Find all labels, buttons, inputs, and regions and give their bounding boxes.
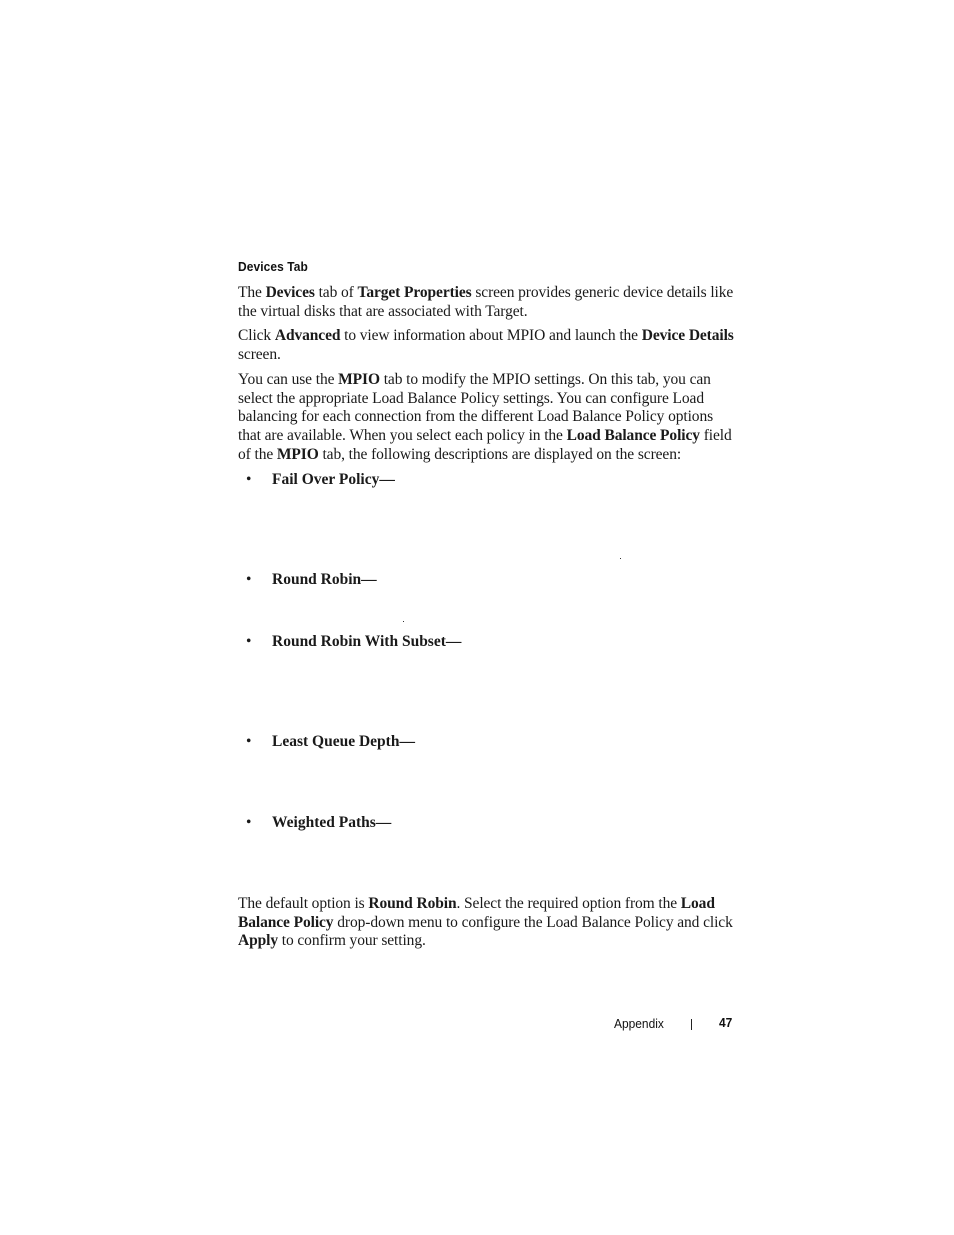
footer-divider <box>691 1019 692 1030</box>
section-heading: Devices Tab <box>238 259 308 274</box>
mpio-term: MPIO <box>338 371 380 388</box>
bullet-icon: • <box>246 814 252 831</box>
apply-term: Apply <box>238 932 278 950</box>
mpio-term-2: MPIO <box>276 445 319 463</box>
devices-term: Devices <box>265 284 315 301</box>
mpio-description: You can use the MPIO tab to modify the MPIO settings. On this tab, you can select the appropriate Load Balance Policy settings. You can configure Load balancing for each connection from the different Load Balance Policy options that are available. When you select each policy in the Load Balance Policy field of the MPIO tab, the following descriptions are displayed on the screen: <box>238 371 732 463</box>
bullet-icon: • <box>246 633 252 650</box>
policy-round-robin-with-subset: Round Robin With Subset— <box>272 633 462 650</box>
dot-mark <box>620 558 621 559</box>
policy-fail-over: Fail Over Policy— <box>272 471 395 488</box>
bullet-icon: • <box>246 733 252 750</box>
policy-round-robin: Round Robin— <box>272 571 377 588</box>
devices-tab-description: The Devices tab of Target Properties screen provides generic device details like the virtual disks that are associated with Target. <box>238 284 734 320</box>
dot-mark <box>403 621 404 622</box>
device-details-term: Device Details <box>641 327 734 344</box>
default-option-description: The default option is Round Robin. Select the required option from the Load Balance Policy drop-down menu to configure the Load Balance Policy and click Apply to confirm your setting. <box>238 895 733 950</box>
advanced-term: Advanced <box>274 327 341 344</box>
footer-section-label: Appendix <box>614 1016 664 1031</box>
target-properties-term: Target Properties <box>357 284 472 301</box>
policy-least-queue-depth: Least Queue Depth— <box>272 733 415 750</box>
page-number: 47 <box>719 1015 733 1030</box>
advanced-description: Click Advanced to view information about MPIO and launch the Device Details screen. <box>238 327 734 363</box>
round-robin-term: Round Robin <box>368 895 457 912</box>
load-balance-policy-term: Load Balance Policy <box>566 427 700 445</box>
load-balance-policy-term-2: Load Balance Policy <box>238 895 715 931</box>
bullet-icon: • <box>246 571 252 588</box>
policy-weighted-paths: Weighted Paths— <box>272 814 392 831</box>
bullet-icon: • <box>246 471 252 488</box>
